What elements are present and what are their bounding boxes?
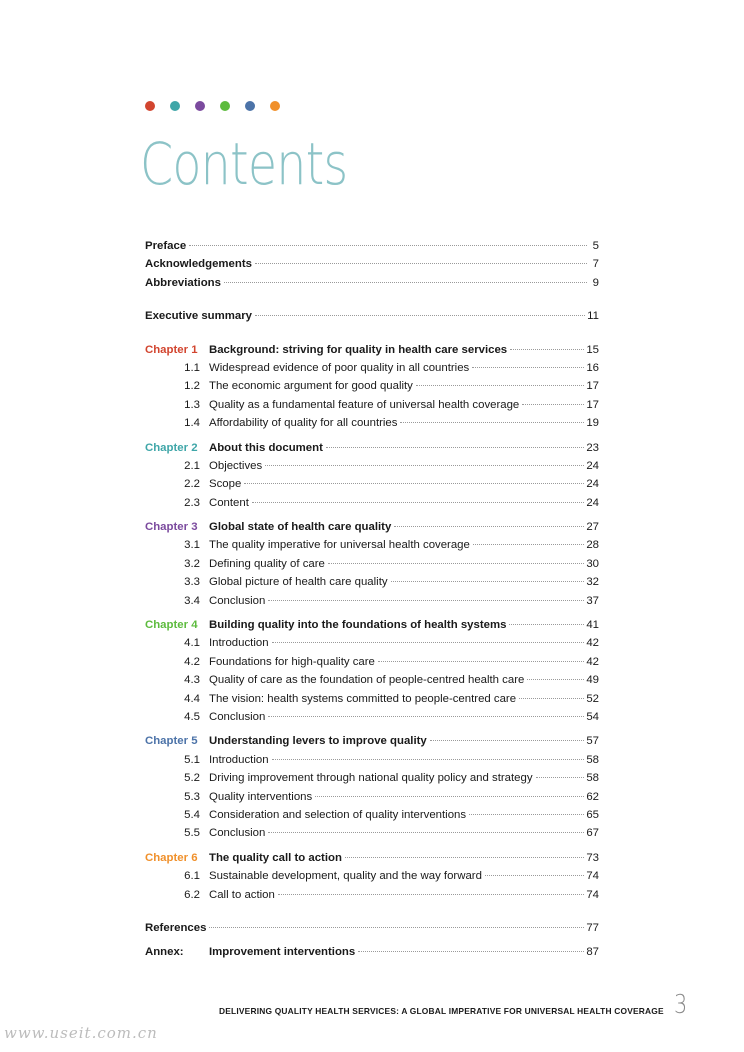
page-ref: 17 — [586, 380, 599, 393]
entry-title: Defining quality of care — [209, 557, 325, 570]
dot-leader — [278, 894, 584, 895]
dot-leader — [255, 263, 587, 264]
dot-leader — [252, 502, 584, 503]
dot-leader — [265, 465, 584, 466]
chapter-label: Chapter 2 — [145, 441, 198, 454]
section-entry[interactable] — [145, 592, 599, 610]
page-ref: 77 — [586, 921, 599, 934]
chapter-label: Chapter 3 — [145, 521, 198, 534]
dot-leader — [519, 698, 584, 699]
section-number: 4.5 — [184, 710, 200, 723]
entry-title: Scope — [209, 478, 242, 491]
entry-title: Abbreviations — [145, 276, 221, 289]
section-number: 3.1 — [184, 539, 200, 552]
dot — [195, 101, 205, 111]
entry-title: The economic argument for good quality — [209, 380, 413, 393]
section-number: 4.2 — [184, 655, 200, 668]
section-entry[interactable] — [145, 414, 599, 432]
section-number: 5.5 — [184, 827, 200, 840]
section-entry[interactable] — [145, 751, 599, 769]
page-title: Contents — [140, 130, 348, 198]
section-number: 5.3 — [184, 790, 200, 803]
section-number: 5.2 — [184, 772, 200, 785]
entry-title: Widespread evidence of poor quality in all countries — [209, 361, 470, 374]
entry-title: Consideration and selection of quality interventions — [209, 808, 467, 821]
section-number: 3.4 — [184, 594, 200, 607]
entry-title: Understanding levers to improve quality — [209, 735, 427, 748]
page-ref: 54 — [586, 710, 599, 723]
page-ref: 11 — [587, 310, 599, 323]
page-ref: 58 — [586, 753, 599, 766]
section-number: 4.3 — [184, 674, 200, 687]
entry-title: About this document — [209, 441, 323, 454]
chapter-entry[interactable] — [145, 439, 599, 457]
toc-entry[interactable] — [145, 274, 599, 292]
dot-leader — [472, 367, 584, 368]
entry-title: Foundations for high-quality care — [209, 655, 375, 668]
entry-title: Global state of health care quality — [209, 521, 392, 534]
dot — [270, 101, 280, 111]
page-ref: 19 — [586, 417, 599, 430]
section-entry[interactable] — [145, 653, 599, 671]
page-ref: 42 — [586, 637, 599, 650]
entry-title: Global picture of health care quality — [209, 576, 388, 589]
dot-leader — [315, 796, 584, 797]
entry-title: Improvement interventions — [209, 946, 356, 959]
entry-title: Call to action — [209, 888, 275, 901]
dot-leader — [328, 563, 584, 564]
page-number: 3 — [674, 990, 688, 1020]
toc-entry-executive-summary[interactable] — [145, 307, 599, 325]
entry-title: The quality call to action — [209, 851, 342, 864]
dot-leader — [391, 581, 585, 582]
entry-title: Objectives — [209, 459, 263, 472]
dot — [145, 101, 155, 111]
chapter-label: Chapter 6 — [145, 851, 198, 864]
toc-entry[interactable] — [145, 237, 599, 255]
section-number: 3.2 — [184, 557, 200, 570]
page-ref: 74 — [586, 870, 599, 883]
dot-leader — [509, 624, 584, 625]
page-ref: 37 — [586, 594, 599, 607]
page-ref: 16 — [586, 361, 599, 374]
toc-entry[interactable] — [145, 255, 599, 273]
section-entry[interactable] — [145, 359, 599, 377]
chapter-label: Chapter 4 — [145, 619, 198, 632]
section-entry[interactable] — [145, 708, 599, 726]
section-entry[interactable] — [145, 396, 599, 414]
page-ref: 24 — [586, 496, 599, 509]
page-ref: 62 — [586, 790, 599, 803]
section-entry[interactable] — [145, 457, 599, 475]
page-ref: 7 — [592, 258, 599, 271]
entry-title: Sustainable development, quality and the way forward — [209, 870, 482, 883]
dot — [170, 101, 180, 111]
section-number: 1.3 — [184, 398, 200, 411]
page-ref: 65 — [586, 808, 599, 821]
entry-title: Executive summary — [145, 310, 253, 323]
page-ref: 73 — [586, 851, 599, 864]
section-number: 2.1 — [184, 459, 200, 472]
dot-leader — [527, 679, 584, 680]
table-of-contents — [145, 237, 599, 962]
entry-title: The vision: health systems committed to people-centred care — [209, 692, 517, 705]
dot-leader — [430, 740, 585, 741]
dot-leader — [268, 716, 584, 717]
section-number: 2.2 — [184, 478, 200, 491]
dot-leader — [255, 315, 585, 316]
entry-title: Quality interventions — [209, 790, 313, 803]
page-ref: 15 — [586, 343, 599, 356]
entry-title: Conclusion — [209, 710, 266, 723]
page-ref: 28 — [586, 539, 599, 552]
section-entry[interactable] — [145, 555, 599, 573]
dot-leader — [522, 404, 584, 405]
dot-leader — [224, 282, 587, 283]
entry-title: The quality imperative for universal health coverage — [209, 539, 470, 552]
section-entry[interactable] — [145, 475, 599, 493]
chapter-entry[interactable] — [145, 341, 599, 359]
section-entry[interactable] — [145, 573, 599, 591]
section-entry[interactable] — [145, 769, 599, 787]
dot-leader — [469, 814, 584, 815]
page-ref: 9 — [592, 276, 599, 289]
section-entry[interactable] — [145, 867, 599, 885]
page-ref: 27 — [586, 521, 599, 534]
toc-entry-references[interactable] — [145, 919, 599, 937]
section-entry[interactable] — [145, 886, 599, 904]
section-number: 1.1 — [184, 361, 200, 374]
page-ref: 24 — [586, 478, 599, 491]
section-entry[interactable] — [145, 494, 599, 512]
entry-title: Background: striving for quality in health care services — [209, 343, 508, 356]
dot-leader — [244, 483, 584, 484]
page-ref: 23 — [586, 441, 599, 454]
section-number: 4.4 — [184, 692, 200, 705]
section-entry[interactable] — [145, 824, 599, 842]
chapter-label: Chapter 1 — [145, 343, 198, 356]
entry-title: Quality of care as the foundation of people-centred health care — [209, 674, 525, 687]
dot-leader — [473, 544, 584, 545]
section-number: 3.3 — [184, 576, 200, 589]
dot-leader — [272, 759, 585, 760]
section-entry[interactable] — [145, 690, 599, 708]
color-dots — [145, 101, 280, 111]
page-ref: 42 — [586, 655, 599, 668]
section-number: 1.2 — [184, 380, 200, 393]
page-ref: 52 — [586, 692, 599, 705]
dot-leader — [510, 349, 584, 350]
page-ref: 17 — [586, 398, 599, 411]
dot-leader — [416, 385, 584, 386]
watermark: www.useit.com.cn — [4, 1024, 158, 1042]
running-footer: DELIVERING QUALITY HEALTH SERVICES: A GLOBAL IMPERATIVE FOR UNIVERSAL HEALTH COVERAGE — [219, 1006, 664, 1016]
section-entry[interactable] — [145, 671, 599, 689]
dot-leader — [536, 777, 585, 778]
chapter-entry[interactable] — [145, 616, 599, 634]
section-number: 5.1 — [184, 753, 200, 766]
section-number: 5.4 — [184, 808, 200, 821]
section-number: 2.3 — [184, 496, 200, 509]
dot — [245, 101, 255, 111]
entry-title: Conclusion — [209, 594, 266, 607]
chapter-entry[interactable] — [145, 732, 599, 750]
entry-title: References — [145, 921, 207, 934]
dot-leader — [378, 661, 584, 662]
entry-title: Introduction — [209, 637, 269, 650]
section-number: 4.1 — [184, 637, 200, 650]
chapter-entry[interactable] — [145, 518, 599, 536]
dot-leader — [189, 245, 587, 246]
dot — [220, 101, 230, 111]
entry-title: Conclusion — [209, 827, 266, 840]
page-ref: 24 — [586, 459, 599, 472]
entry-title: Acknowledgements — [145, 258, 252, 271]
section-entry[interactable] — [145, 634, 599, 652]
entry-title: Quality as a fundamental feature of universal health coverage — [209, 398, 520, 411]
entry-title: Building quality into the foundations of health systems — [209, 619, 507, 632]
page-ref: 74 — [586, 888, 599, 901]
section-entry[interactable] — [145, 377, 599, 395]
page-ref: 57 — [586, 735, 599, 748]
dot-leader — [485, 875, 584, 876]
page-ref: 32 — [586, 576, 599, 589]
dot-leader — [272, 642, 585, 643]
section-entry[interactable] — [145, 788, 599, 806]
dot-leader — [268, 600, 584, 601]
page-ref: 58 — [586, 772, 599, 785]
section-entry[interactable] — [145, 806, 599, 824]
section-entry[interactable] — [145, 536, 599, 554]
section-number: 1.4 — [184, 417, 200, 430]
page-ref: 5 — [592, 240, 599, 252]
page-ref: 30 — [586, 557, 599, 570]
entry-title: Preface — [145, 240, 187, 252]
dot-leader — [400, 422, 584, 423]
page-ref: 49 — [586, 674, 599, 687]
dot-leader — [345, 857, 584, 858]
entry-title: Affordability of quality for all countries — [209, 417, 398, 430]
dot-leader — [326, 447, 584, 448]
section-number: 6.2 — [184, 888, 200, 901]
entry-title: Introduction — [209, 753, 269, 766]
toc-entry-annex[interactable] — [145, 943, 599, 961]
section-number: 6.1 — [184, 870, 200, 883]
dot-leader — [394, 526, 584, 527]
entry-title: Content — [209, 496, 249, 509]
chapter-label: Annex: — [145, 946, 184, 959]
page-ref: 41 — [586, 619, 599, 632]
dot-leader — [268, 832, 584, 833]
chapter-label: Chapter 5 — [145, 735, 198, 748]
entry-title: Driving improvement through national quality policy and strategy — [209, 772, 533, 785]
page-ref: 67 — [586, 827, 599, 840]
dot-leader — [358, 951, 584, 952]
chapter-entry[interactable] — [145, 849, 599, 867]
dot-leader — [209, 927, 584, 928]
page-ref: 87 — [586, 946, 599, 959]
